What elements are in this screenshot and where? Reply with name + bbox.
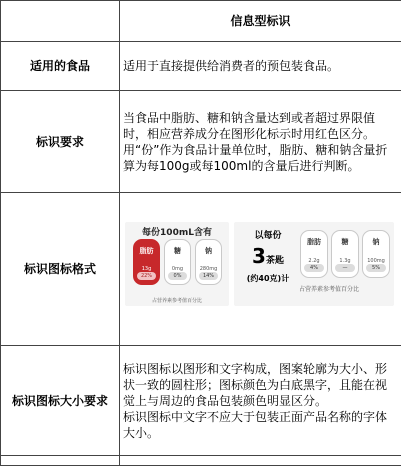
sodium-pill <box>362 230 390 278</box>
pill-percent: 4% <box>304 264 324 272</box>
header-empty-cell <box>1 1 120 42</box>
serving-amount <box>240 246 296 269</box>
pill-amount: 280mg <box>196 261 221 277</box>
header-row <box>1 1 401 42</box>
header-title: 信息型标识 <box>120 1 401 42</box>
nutrition-label-figure <box>120 194 401 345</box>
pill-name: 脂肪 <box>301 234 327 250</box>
empty-cell <box>120 456 401 466</box>
serving-unit: 茶匙 <box>266 256 284 266</box>
row-label: 标识要求 <box>1 91 120 193</box>
empty-cell <box>1 456 120 466</box>
row-text <box>120 346 401 456</box>
row-label: 适用的食品 <box>1 42 120 91</box>
card-footer: 占营养素参考值百分比 <box>125 293 229 309</box>
figure-cell <box>120 193 401 346</box>
pill-name: 钠 <box>196 243 221 259</box>
serving-block <box>240 228 296 287</box>
row-text <box>120 91 401 193</box>
serving-line1: 以每份 <box>240 228 296 244</box>
row-icon-size-requirements <box>1 346 401 456</box>
fat-pill <box>133 239 160 285</box>
per-100ml-label-card <box>125 222 229 306</box>
pill-amount: 2.2g <box>301 253 327 269</box>
paragraph: 标识图标中文字不应大于包装正面产品名称的字体大小。 <box>123 409 397 441</box>
row-applicable-food <box>1 42 401 91</box>
pill-name: 糖 <box>165 243 190 259</box>
card-footer: 占营养素参考值百分比 <box>264 282 394 298</box>
pill-amount: 0mg <box>165 261 190 277</box>
serving-number: 3 <box>252 244 266 268</box>
pill-amount: 13g <box>134 261 159 277</box>
row-label-requirements <box>1 91 401 193</box>
pill-percent: — <box>335 264 355 272</box>
pill-name: 脂肪 <box>134 243 159 259</box>
card-title: 每份100mL含有 <box>125 225 229 241</box>
pill-name: 糖 <box>332 234 358 250</box>
paragraph: 标识图标以图形和文字构成，图案轮廓为大小、形状一致的圆柱形；图标颜色为白底黑字，且能在视觉上与周边的食品包装颜色明显区分。 <box>123 361 397 409</box>
serving-line3: (约40克)计 <box>240 271 296 287</box>
row-icon-format <box>1 193 401 346</box>
pill-amount: 1.3g <box>332 253 358 269</box>
paragraph: 当食品中脂肪、糖和钠含量达到或者超过界限值时，相应营养成分在图形化标示时用红色区分。用“份”作为食品计量单位时，脂肪、糖和钠含量折算为每100g或每100ml的含量后进行判断。 <box>123 110 397 174</box>
pill-percent: 22% <box>137 272 156 280</box>
pill-percent: 0% <box>168 272 187 280</box>
row-label: 标识图标大小要求 <box>1 346 120 456</box>
pill-amount: 100mg <box>363 253 389 269</box>
row-partial <box>1 456 401 466</box>
sugar-pill <box>331 230 359 278</box>
sodium-pill <box>195 239 222 285</box>
pill-name: 钠 <box>363 234 389 250</box>
sugar-pill <box>164 239 191 285</box>
pill-percent: 5% <box>366 264 386 272</box>
row-text: 适用于直接提供给消费者的预包装食品。 <box>120 42 401 91</box>
per-serving-label-card <box>234 222 394 306</box>
pill-percent: 14% <box>199 272 218 280</box>
row-label: 标识图标格式 <box>1 193 120 346</box>
fat-pill <box>300 230 328 278</box>
